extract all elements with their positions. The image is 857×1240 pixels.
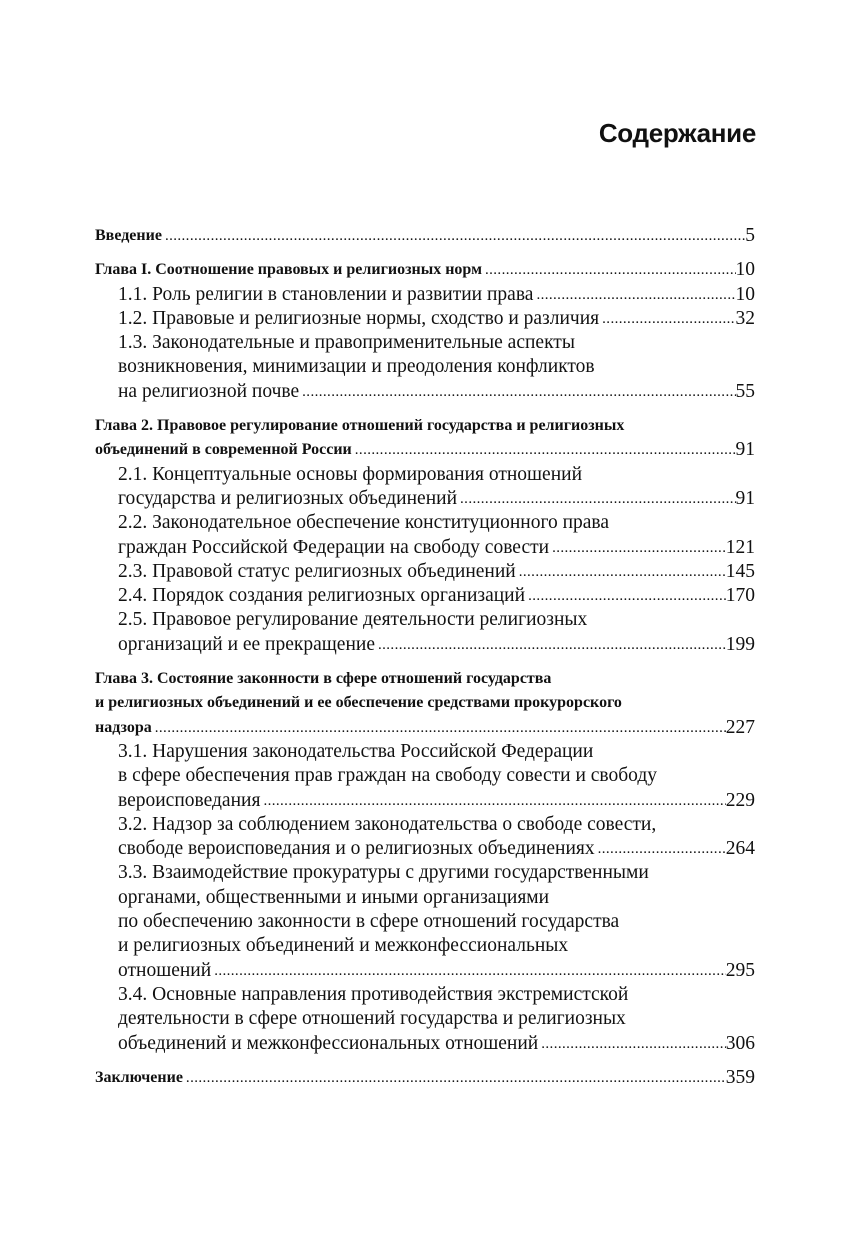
toc-entry-section-1-2[interactable] — [95, 307, 755, 331]
entry-title-line: свободе вероисповедания и о религиозных объединениях — [118, 838, 595, 860]
entry-title-line: и религиозных объединений и ее обеспечение средствами прокурорского — [95, 694, 622, 712]
entry-title-line: объединений в современной России — [95, 441, 352, 459]
dot-leader — [183, 1066, 726, 1090]
toc-entry-section-3-3[interactable] — [95, 861, 755, 982]
entry-title-line: 3.2. Надзор за соблюдением законодательства о свободе совести, — [118, 813, 657, 835]
entry-title: Заключение — [95, 1068, 183, 1086]
entry-title-line: возникновения, минимизации и преодоления конфликтов — [118, 356, 595, 378]
toc-entry-section-2-4[interactable] — [95, 584, 755, 608]
page-number: 229 — [725, 789, 755, 811]
dot-leader — [299, 380, 735, 404]
entry-title-line: 1.3. Законодательные и правоприменительные аспекты — [118, 332, 575, 354]
entry-title-line: объединений и межконфессиональных отношений — [118, 1032, 539, 1054]
toc-entry-section-2-1[interactable] — [95, 463, 755, 512]
page-number: 306 — [725, 1032, 755, 1054]
dot-leader — [538, 1032, 726, 1056]
entry-title-line: вероисповедания — [118, 789, 261, 811]
entry-title: 2.4. Порядок создания религиозных организаций — [118, 585, 526, 607]
toc-entry-chapter-1[interactable] — [95, 258, 755, 282]
page-number: 199 — [725, 633, 755, 655]
toc-entry-introduction[interactable] — [95, 224, 755, 248]
dot-leader — [516, 560, 726, 584]
entry-title-line: 2.5. Правовое регулирование деятельности религиозных — [118, 609, 588, 631]
dot-leader — [599, 307, 735, 331]
dot-leader — [260, 789, 725, 813]
toc-entry-section-1-3[interactable] — [95, 331, 755, 404]
page-number: 91 — [735, 439, 755, 461]
entry-title-line: 3.4. Основные направления противодействия экстремистской — [118, 983, 629, 1005]
entry-title-line: и религиозных объединений и межконфессиональных — [118, 935, 569, 957]
entry-title-line: по обеспечению законности в сфере отношений государства — [118, 911, 620, 933]
page-number: 10 — [735, 259, 755, 281]
page-number: 5 — [745, 225, 755, 246]
dot-leader — [525, 584, 726, 608]
page-number: 264 — [725, 838, 755, 860]
table-of-contents — [95, 224, 755, 1090]
entry-title-line: органами, общественными и иными организациями — [118, 886, 550, 908]
toc-entry-conclusion[interactable] — [95, 1066, 755, 1090]
toc-entry-section-3-2[interactable] — [95, 813, 755, 862]
toc-entry-section-3-4[interactable] — [95, 983, 755, 1056]
toc-entry-chapter-3[interactable] — [95, 667, 755, 740]
page-number: 359 — [725, 1066, 755, 1088]
toc-entry-section-2-3[interactable] — [95, 560, 755, 584]
entry-title: Введение — [95, 227, 162, 244]
dot-leader — [595, 837, 726, 861]
dot-leader — [352, 438, 736, 462]
entry-title-line: 3.3. Взаимодействие прокуратуры с другими государственными — [118, 862, 649, 884]
page-number: 10 — [735, 283, 755, 305]
toc-entry-section-1-1[interactable] — [95, 283, 755, 307]
page-number: 121 — [725, 536, 755, 558]
page-number: 55 — [735, 380, 755, 402]
entry-title-line: 2.1. Концептуальные основы формирования отношений — [118, 463, 583, 485]
entry-title-line: надзора — [95, 718, 152, 736]
entry-title: Глава I. Соотношение правовых и религиозных норм — [95, 261, 482, 279]
entry-title-line: отношений — [118, 959, 212, 981]
entry-title-line: 2.2. Законодательное обеспечение конституционного права — [118, 512, 610, 534]
entry-title-line: 3.1. Нарушения законодательства Российской Федерации — [118, 740, 594, 762]
entry-title-line: деятельности в сфере отношений государства и религиозных — [118, 1008, 626, 1030]
entry-title: 1.2. Правовые и религиозные нормы, сходство и различия — [118, 307, 600, 329]
page-number: 32 — [735, 307, 755, 329]
entry-title-line: организаций и ее прекращение — [118, 633, 375, 655]
entry-title-line: граждан Российской Федерации на свободу совести — [118, 536, 550, 558]
toc-entry-section-2-2[interactable] — [95, 511, 755, 560]
entry-title-line: государства и религиозных объединений — [118, 487, 458, 509]
dot-leader — [375, 633, 726, 657]
page-number: 295 — [725, 959, 755, 981]
dot-leader — [211, 959, 726, 983]
entry-title-line: Глава 3. Состояние законности в сфере отношений государства — [95, 670, 552, 688]
entry-title: 1.1. Роль религии в становлении и развитии права — [118, 283, 534, 305]
toc-entry-section-3-1[interactable] — [95, 740, 755, 813]
dot-leader — [457, 487, 735, 511]
dot-leader — [482, 258, 736, 282]
dot-leader — [549, 536, 726, 560]
entry-title: 2.3. Правовой статус религиозных объединений — [118, 560, 516, 582]
page-number: 227 — [725, 716, 755, 738]
entry-title-line: Глава 2. Правовое регулирование отношений государства и религиозных — [95, 417, 625, 435]
page-number: 145 — [725, 560, 755, 582]
entry-title-line: на религиозной почве — [118, 380, 300, 402]
entry-title-line: в сфере обеспечения прав граждан на свободу совести и свободу — [118, 765, 658, 787]
toc-entry-section-2-5[interactable] — [95, 608, 755, 657]
toc-entry-chapter-2[interactable] — [95, 414, 755, 463]
page-number: 91 — [735, 487, 755, 509]
dot-leader — [162, 224, 745, 248]
page-number: 170 — [725, 585, 755, 607]
page-title: Содержание — [598, 118, 756, 148]
dot-leader — [533, 283, 735, 307]
dot-leader — [152, 716, 726, 740]
